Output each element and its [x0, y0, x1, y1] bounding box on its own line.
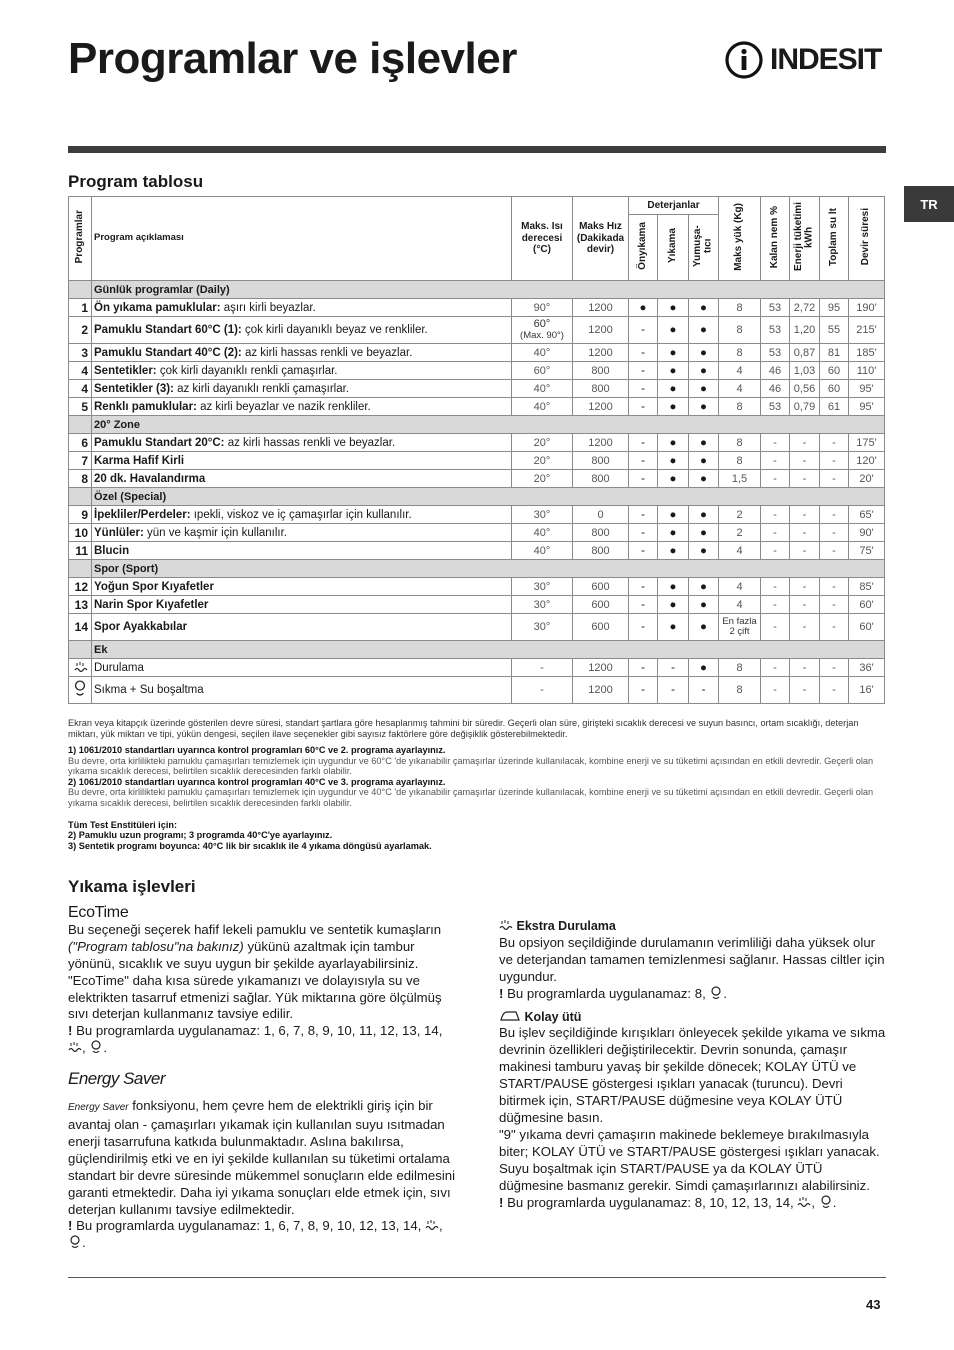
- softener: ●: [689, 470, 719, 488]
- residual-moisture: -: [761, 659, 790, 677]
- total-water: -: [820, 578, 849, 596]
- col-yikama: Yıkama: [658, 215, 689, 281]
- program-description: Ön yıkama pamuklular: aşırı kirli beyazlar.: [92, 299, 512, 317]
- wash: ●: [658, 434, 689, 452]
- cycle-time: 185': [849, 344, 885, 362]
- total-water: -: [820, 434, 849, 452]
- cycle-time: 90': [849, 524, 885, 542]
- total-water: -: [820, 677, 849, 704]
- cycle-time: 60': [849, 614, 885, 641]
- max-load: 4: [719, 542, 761, 560]
- energy-consumption: -: [790, 677, 820, 704]
- program-number: 6: [69, 434, 92, 452]
- residual-moisture: 53: [761, 317, 790, 344]
- energy-consumption: 1,03: [790, 362, 820, 380]
- softener: ●: [689, 299, 719, 317]
- prewash: -: [629, 614, 658, 641]
- softener: ●: [689, 434, 719, 452]
- max-load: En fazla 2 çift: [719, 614, 761, 641]
- table-row: [69, 578, 885, 596]
- cycle-time: 95': [849, 380, 885, 398]
- program-number: 11: [69, 542, 92, 560]
- max-temp: 90°: [512, 299, 573, 317]
- energy-consumption: 0,87: [790, 344, 820, 362]
- program-number: 9: [69, 506, 92, 524]
- program-number: 7: [69, 452, 92, 470]
- program-description: İpekliler/Perdeler: ıpekli, viskoz ve iç çamaşırlar için kullanılır.: [92, 506, 512, 524]
- max-speed: 800: [573, 524, 629, 542]
- prewash: -: [629, 380, 658, 398]
- rinse-icon: [499, 918, 513, 932]
- residual-moisture: 46: [761, 362, 790, 380]
- max-load: 4: [719, 362, 761, 380]
- cycle-time: 120': [849, 452, 885, 470]
- table-row: [69, 614, 885, 641]
- program-description: Narin Spor Kıyafetler: [92, 596, 512, 614]
- col-nem: Kalan nem %: [761, 197, 790, 281]
- col-su: Toplam su lt: [820, 197, 849, 281]
- table-row: [69, 470, 885, 488]
- prewash: -: [629, 398, 658, 416]
- program-number: 10: [69, 524, 92, 542]
- max-load: 8: [719, 452, 761, 470]
- wash: ●: [658, 596, 689, 614]
- functions-right-column: [499, 918, 887, 1211]
- program-number: 1: [69, 299, 92, 317]
- rinse-icon: [74, 660, 88, 674]
- easy-iron-warning: ! Bu programlarda uygulanamaz: 8, 10, 12, 13, 14, , .: [499, 1194, 837, 1210]
- wash: ●: [658, 398, 689, 416]
- wash: ●: [658, 362, 689, 380]
- brand-logo: [724, 40, 881, 80]
- total-water: 60: [820, 380, 849, 398]
- table-row: [69, 659, 885, 677]
- program-description: Pamuklu Standart 60°C (1): çok kirli dayanıklı beyaz ve renkliler.: [92, 317, 512, 344]
- max-load: 8: [719, 434, 761, 452]
- page-number: 43: [866, 1297, 881, 1312]
- softener: ●: [689, 524, 719, 542]
- softener: ●: [689, 380, 719, 398]
- max-speed: 1200: [573, 398, 629, 416]
- functions-left-column: [68, 905, 456, 1252]
- col-onyikama: Önyıkama: [629, 215, 658, 281]
- energy-consumption: -: [790, 524, 820, 542]
- energy-consumption: 0,56: [790, 380, 820, 398]
- program-description: Blucin: [92, 542, 512, 560]
- brand-name: INDESIT: [770, 43, 882, 76]
- softener: ●: [689, 344, 719, 362]
- rinse-icon: [68, 1040, 82, 1054]
- softener: ●: [689, 398, 719, 416]
- table-row: [69, 434, 885, 452]
- cycle-time: 75': [849, 542, 885, 560]
- max-load: 8: [719, 317, 761, 344]
- prewash: -: [629, 542, 658, 560]
- softener: ●: [689, 542, 719, 560]
- easy-iron-text-1: Bu işlev seçildiğinde kırışıkları önleyecek şekilde yıkama ve sıkma devrinin özellikleri değiştirilecektir. Devrin sonunda, çamaşır makinesi tamburu yavaş bir şekilde dönecek; KOLAY ÜTÜ ve START/PAUSE göstergesi ışıkları yanacak (turuncu). Devri bitirmek için, START/PAUSE düğmesine veya KOLAY ÜTÜ düğmesine basın.: [499, 1025, 886, 1125]
- energy-consumption: 0,79: [790, 398, 820, 416]
- energy-consumption: -: [790, 542, 820, 560]
- residual-moisture: -: [761, 452, 790, 470]
- total-water: -: [820, 470, 849, 488]
- note-1-text: Bu devre, orta kirlilikteki pamuklu çamaşırları temizlemek için uygundur ve 60°C 'de yıkanabilir çamaşırlar üzerinde kullanılacak, kombine enerji ve su tüketimi açısından en etkili devredir. Geçerli olan yıkama sıcaklık derecesi, belirtilen sıcaklık derecesinden farklı olabilir.: [68, 755, 874, 777]
- max-temp: 20°: [512, 452, 573, 470]
- page-title: Programlar ve işlevler: [68, 34, 517, 83]
- program-description: 20 dk. Havalandırma: [92, 470, 512, 488]
- language-tab: TR: [904, 186, 954, 222]
- col-hiz: Maks Hız (Dakikada devir): [573, 197, 629, 281]
- max-temp: 20°: [512, 434, 573, 452]
- max-load: 1,5: [719, 470, 761, 488]
- table-section-row: [69, 416, 885, 434]
- max-load: 2: [719, 524, 761, 542]
- program-table-heading: Program tablosu: [68, 172, 204, 191]
- max-load: 8: [719, 677, 761, 704]
- col-yumusatici: Yumuşa-tıcı: [689, 215, 719, 281]
- max-temp: 30°: [512, 578, 573, 596]
- max-load: 2: [719, 506, 761, 524]
- max-temp: -: [512, 659, 573, 677]
- wash: ●: [658, 344, 689, 362]
- wash: ●: [658, 614, 689, 641]
- section-title: Spor (Sport): [92, 560, 885, 578]
- section-title: 20° Zone: [92, 416, 885, 434]
- col-deterjanlar: Deterjanlar: [629, 197, 719, 215]
- residual-moisture: -: [761, 614, 790, 641]
- table-section-row: [69, 641, 885, 659]
- ecotime-text: Bu seçeneği seçerek hafif lekeli pamuklu ve sentetik kumaşların ("Program tablosu"na bakınız) yükünü azaltmak için tambur yönünü, sıcaklık ve suyu uygun bir şekilde ayarlayabilirsiniz. "EcoTime" daha kısa sürede yıkamanızı ve dolayısıyla su ve elektrikten tasarruf etmenizi sağlar. Yük miktarına göre ölçülmüş sıvı deterjan kullanmanız tavsiye edilir.: [68, 921, 442, 1022]
- prewash: -: [629, 524, 658, 542]
- table-row: [69, 380, 885, 398]
- total-water: -: [820, 542, 849, 560]
- program-number: 13: [69, 596, 92, 614]
- wash: ●: [658, 578, 689, 596]
- section-title: Ek: [92, 641, 885, 659]
- softener: ●: [689, 506, 719, 524]
- wash: ●: [658, 524, 689, 542]
- cycle-time: 215': [849, 317, 885, 344]
- max-speed: 800: [573, 542, 629, 560]
- prewash: -: [629, 506, 658, 524]
- energy-saver-text: Energy Saver fonksiyonu, hem çevre hem de elektrikli giriş için bir avantaj olan - çamaşırları yıkamak için kullanılan suyu ısıtmadan enerji tasarrufuna katkıda bulunmaktadır. Aslına bakılırsa, güçlendirilmiş etki ve en iyi şekilde kullanılan su tüketimi ortalama standart bir devre süresinde mükemmel sonuçların elde edilmesini garanti etmektedir. Daha iyi yıkama sonuçları elde etmek için, sıvı deterjan kullanımı tavsiye edilmektedir.: [68, 1098, 456, 1217]
- cycle-time: 20': [849, 470, 885, 488]
- softener: ●: [689, 317, 719, 344]
- footer-divider: [68, 1277, 886, 1278]
- program-description: Sıkma + Su boşaltma: [92, 677, 512, 704]
- table-row: [69, 677, 885, 704]
- program-description: Renklı pamuklular: az kirli beyazlar ve nazik renkliler.: [92, 398, 512, 416]
- total-water: 61: [820, 398, 849, 416]
- col-enerji: Enerji tüketimi kWh: [790, 197, 820, 281]
- program-table: [68, 196, 885, 704]
- prewash: -: [629, 317, 658, 344]
- total-water: 95: [820, 299, 849, 317]
- max-speed: 1200: [573, 344, 629, 362]
- max-load: 4: [719, 578, 761, 596]
- table-row: [69, 542, 885, 560]
- program-number: 4: [69, 362, 92, 380]
- table-row: [69, 344, 885, 362]
- program-number: 8: [69, 470, 92, 488]
- table-row: [69, 506, 885, 524]
- program-description: Sentetikler (3): az kirli dayanıklı renkli çamaşırlar.: [92, 380, 512, 398]
- program-number: [69, 677, 92, 704]
- energy-consumption: -: [790, 452, 820, 470]
- max-temp: 20°: [512, 470, 573, 488]
- max-temp: 60°: [512, 362, 573, 380]
- total-water: -: [820, 614, 849, 641]
- col-sure: Devir süresi: [849, 197, 885, 281]
- energy-consumption: -: [790, 506, 820, 524]
- energy-saver-inline-label: Energy Saver: [68, 1102, 129, 1114]
- max-load: 4: [719, 380, 761, 398]
- total-water: 55: [820, 317, 849, 344]
- total-water: -: [820, 524, 849, 542]
- program-number: [69, 659, 92, 677]
- section-title: Özel (Special): [92, 488, 885, 506]
- total-water: -: [820, 596, 849, 614]
- max-temp: 40°: [512, 380, 573, 398]
- softener: ●: [689, 659, 719, 677]
- max-temp: 30°: [512, 506, 573, 524]
- max-temp: 40°: [512, 542, 573, 560]
- program-description: Yoğun Spor Kıyafetler: [92, 578, 512, 596]
- note-1-title: 1) 1061/2010 standartları uyarınca kontrol programları 60°C ve 2. programa ayarlayınız.: [68, 745, 446, 756]
- max-speed: 800: [573, 380, 629, 398]
- rinse-icon: [425, 1218, 439, 1232]
- col-isi: Maks. Isı derecesi (°C): [512, 197, 573, 281]
- max-load: 8: [719, 344, 761, 362]
- total-water: 81: [820, 344, 849, 362]
- program-description: Pamuklu Standart 20°C: az kirli hassas renkli ve beyazlar.: [92, 434, 512, 452]
- table-row: [69, 452, 885, 470]
- header-divider: [68, 146, 886, 153]
- max-speed: 600: [573, 614, 629, 641]
- max-load: 8: [719, 398, 761, 416]
- max-temp: 40°: [512, 344, 573, 362]
- total-water: -: [820, 452, 849, 470]
- test-note-2: 3) Sentetik programı boyunca: 40°C lik bir sıcaklık ile 4 yıkama döngüsü ayarlamak.: [68, 840, 432, 851]
- max-speed: 1200: [573, 299, 629, 317]
- table-section-row: [69, 281, 885, 299]
- program-description: Yünlüler: yün ve kaşmir için kullanılır.: [92, 524, 512, 542]
- cycle-time: 16': [849, 677, 885, 704]
- easy-iron-heading: Kolay ütü: [499, 1009, 887, 1026]
- note-2-title: 2) 1061/2010 standartları uyarınca kontrol programları 40°C ve 3. programa ayarlayınız.: [68, 776, 446, 787]
- wash: -: [658, 659, 689, 677]
- residual-moisture: -: [761, 596, 790, 614]
- prewash: -: [629, 596, 658, 614]
- extra-rinse-warning: ! Bu programlarda uygulanamaz: 8, .: [499, 985, 728, 1001]
- max-temp: 30°: [512, 614, 573, 641]
- col-programlar: Programlar: [69, 197, 92, 281]
- program-number: 5: [69, 398, 92, 416]
- energy-consumption: -: [790, 434, 820, 452]
- wash: ●: [658, 380, 689, 398]
- program-description: Sentetikler: çok kirli dayanıklı renkli çamaşırlar.: [92, 362, 512, 380]
- spin-drain-icon: [89, 1040, 103, 1054]
- rinse-icon: [797, 1195, 811, 1209]
- ecotime-label: EcoTime: [68, 904, 129, 921]
- program-description: Pamuklu Standart 40°C (2): az kirli hassas renkli ve beyazlar.: [92, 344, 512, 362]
- extra-rinse-text: Bu opsiyon seçildiğinde durulamanın verimliliği daha yüksek olur ve deterjandan tamamen temizlenmesi sağlanır. Hassas ciltler için uygundur.: [499, 934, 885, 984]
- ecotime-warning: ! Bu programlarda uygulanamaz: 1, 6, 7, 8, 9, 10, 11, 12, 13, 14, , .: [68, 1023, 443, 1056]
- test-institutes-title: Tüm Test Enstitüleri için:: [68, 819, 178, 830]
- spin-drain-icon: [819, 1195, 833, 1209]
- cycle-time: 85': [849, 578, 885, 596]
- max-load: 8: [719, 659, 761, 677]
- prewash: -: [629, 434, 658, 452]
- residual-moisture: -: [761, 524, 790, 542]
- residual-moisture: -: [761, 470, 790, 488]
- softener: -: [689, 677, 719, 704]
- wash: -: [658, 677, 689, 704]
- table-notes: [68, 718, 884, 851]
- extra-rinse-heading: Ekstra Durulama: [499, 918, 887, 935]
- max-speed: 600: [573, 596, 629, 614]
- energy-consumption: -: [790, 614, 820, 641]
- energy-saver-warning: ! Bu programlarda uygulanamaz: 1, 6, 7, 8, 9, 10, 12, 13, 14, , .: [68, 1218, 443, 1251]
- cycle-time: 60': [849, 596, 885, 614]
- softener: ●: [689, 362, 719, 380]
- col-yuk: Maks yük (Kg): [719, 197, 761, 281]
- max-speed: 0: [573, 506, 629, 524]
- program-description: Durulama: [92, 659, 512, 677]
- residual-moisture: -: [761, 578, 790, 596]
- wash: ●: [658, 542, 689, 560]
- softener: ●: [689, 452, 719, 470]
- softener: ●: [689, 596, 719, 614]
- table-section-row: [69, 560, 885, 578]
- max-speed: 1200: [573, 434, 629, 452]
- cycle-time: 65': [849, 506, 885, 524]
- easy-iron-text-2: "9" yıkama devri çamaşırın makinede beklemeye bırakılmasıyla biter; KOLAY ÜTÜ ve START/PAUSE göstergesi ışıkları yanacak. Suyu boşaltmak için START/PAUSE ya da KOLAY ÜTÜ düğmesine basmanız gerekir. Simdi çamaşırlarınızı alabilirsiniz.: [499, 1126, 880, 1193]
- prewash: -: [629, 659, 658, 677]
- cycle-time: 110': [849, 362, 885, 380]
- cycle-time: 36': [849, 659, 885, 677]
- wash: ●: [658, 470, 689, 488]
- prewash: -: [629, 578, 658, 596]
- residual-moisture: -: [761, 542, 790, 560]
- col-aciklama: Program açıklaması: [92, 197, 512, 281]
- wash: ●: [658, 452, 689, 470]
- prewash: -: [629, 362, 658, 380]
- max-speed: 600: [573, 578, 629, 596]
- program-number: 4: [69, 380, 92, 398]
- wash: ●: [658, 317, 689, 344]
- prewash: -: [629, 344, 658, 362]
- total-water: -: [820, 506, 849, 524]
- max-load: 8: [719, 299, 761, 317]
- program-number: 3: [69, 344, 92, 362]
- residual-moisture: -: [761, 434, 790, 452]
- program-description: Spor Ayakkabılar: [92, 614, 512, 641]
- max-temp: 60° (Max. 90°): [512, 317, 573, 344]
- cycle-time: 95': [849, 398, 885, 416]
- max-temp: 30°: [512, 596, 573, 614]
- prewash: -: [629, 452, 658, 470]
- max-temp: -: [512, 677, 573, 704]
- indesit-logo-icon: [724, 40, 764, 80]
- residual-moisture: 46: [761, 380, 790, 398]
- prewash: -: [629, 470, 658, 488]
- notes-intro: Ekran veya kitapçık üzerinde gösterilen devre süresi, standart şartlara göre hesaplanmış tahmini bir süredir. Geçerli olan süre, girişteki sıcaklık derecesi ve suyun basıncı, ortam sıcaklığı, deterjan miktarı, yük miktarı ve tipi, yükün dengesi, seçilen ilave seçenekler gibi sayısız faktörlere göre değişiklik gösterebilmektedir.: [68, 718, 859, 739]
- prewash: ●: [629, 299, 658, 317]
- prewash: -: [629, 677, 658, 704]
- energy-consumption: -: [790, 659, 820, 677]
- table-row: [69, 362, 885, 380]
- max-temp: 40°: [512, 398, 573, 416]
- energy-consumption: -: [790, 470, 820, 488]
- spin-drain-icon: [709, 986, 723, 1000]
- table-row: [69, 524, 885, 542]
- energy-consumption: 2,72: [790, 299, 820, 317]
- iron-icon: [499, 1009, 521, 1023]
- residual-moisture: -: [761, 677, 790, 704]
- total-water: 60: [820, 362, 849, 380]
- max-load: 4: [719, 596, 761, 614]
- softener: ●: [689, 614, 719, 641]
- program-number: 14: [69, 614, 92, 641]
- table-row: [69, 317, 885, 344]
- wash: ●: [658, 299, 689, 317]
- residual-moisture: 53: [761, 299, 790, 317]
- functions-heading: Yıkama işlevleri: [68, 877, 196, 896]
- table-row: [69, 596, 885, 614]
- max-speed: 800: [573, 362, 629, 380]
- max-speed: 800: [573, 452, 629, 470]
- residual-moisture: 53: [761, 344, 790, 362]
- section-title: Günlük programlar (Daily): [92, 281, 885, 299]
- max-speed: 1200: [573, 317, 629, 344]
- max-speed: 800: [573, 470, 629, 488]
- program-number: 2: [69, 317, 92, 344]
- residual-moisture: -: [761, 506, 790, 524]
- max-temp: 40°: [512, 524, 573, 542]
- note-2-text: Bu devre, orta kirlilikteki pamuklu çamaşırları temizlemek için uygundur ve 40°C 'de yıkanabilir çamaşırlar üzerinde kullanılacak, kombine enerji ve su tüketimi açısından en etkili devredir. Geçerli olan yıkama sıcaklık derecesi, belirtilen sıcaklık derecesinden farklı olabilir.: [68, 787, 874, 809]
- cycle-time: 190': [849, 299, 885, 317]
- energy-consumption: -: [790, 578, 820, 596]
- spin-drain-icon: [72, 680, 88, 700]
- softener: ●: [689, 578, 719, 596]
- test-note-1: 2) Pamuklu uzun programı; 3 programda 40°C'ye ayarlayınız.: [68, 830, 333, 841]
- residual-moisture: 53: [761, 398, 790, 416]
- max-speed: 1200: [573, 677, 629, 704]
- table-section-row: [69, 488, 885, 506]
- spin-drain-icon: [68, 1235, 82, 1249]
- energy-consumption: 1,20: [790, 317, 820, 344]
- program-number: 12: [69, 578, 92, 596]
- program-description: Karma Hafif Kirli: [92, 452, 512, 470]
- energy-consumption: -: [790, 596, 820, 614]
- table-row: [69, 299, 885, 317]
- cycle-time: 175': [849, 434, 885, 452]
- max-speed: 1200: [573, 659, 629, 677]
- wash: ●: [658, 506, 689, 524]
- table-row: [69, 398, 885, 416]
- total-water: -: [820, 659, 849, 677]
- energy-saver-label: Energy Saver: [68, 1069, 165, 1089]
